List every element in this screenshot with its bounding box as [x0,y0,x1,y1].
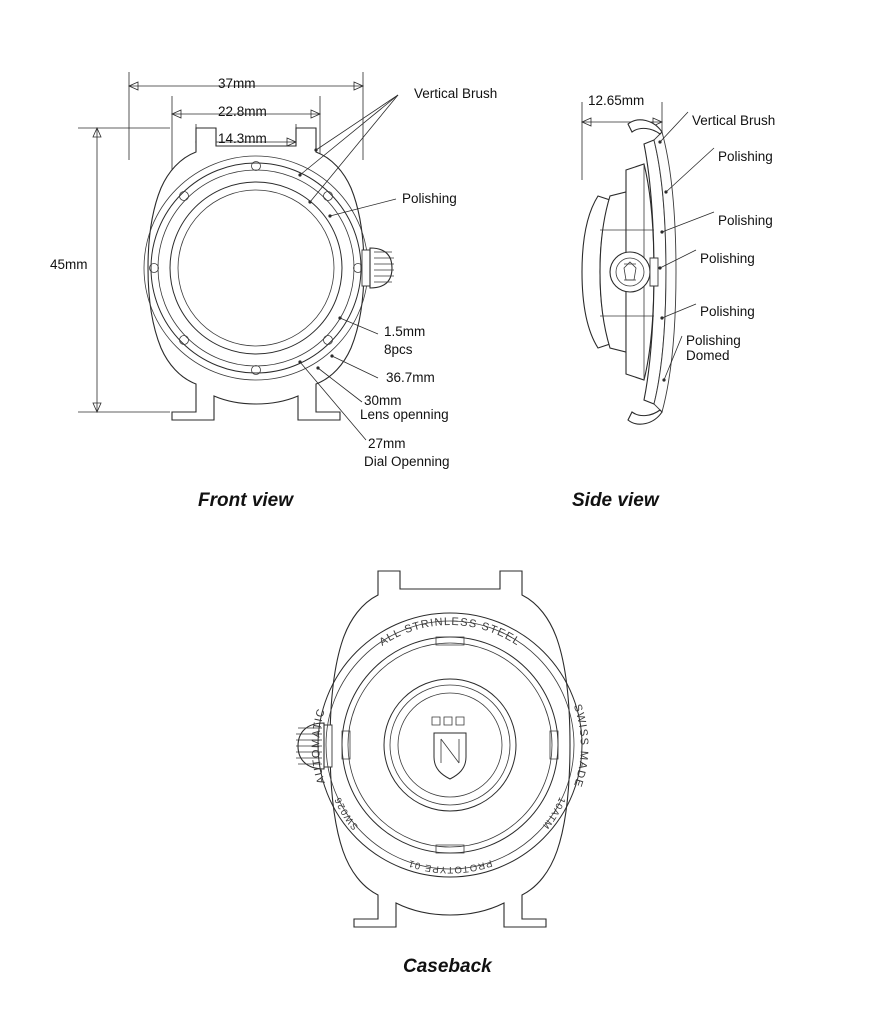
front-case-outline [144,128,394,420]
caseback-engraving-left: AUTOMATIC [310,706,328,786]
side-finish-polishing-3: Polishing [700,251,755,266]
side-finish-polishing-domed-line1: Polishing [686,333,741,348]
front-dim-lug-width: 14.3mm [218,131,267,146]
front-finish-polishing: Polishing [402,191,457,206]
caseback-view-drawing [250,545,650,945]
caseback-engraving-top: ALL STRINLESS STEEL [377,615,523,649]
front-dim-bezel-diameter: 36.7mm [386,370,435,385]
caseback-engraving-right: SWISS MADE [570,702,590,790]
caseback-engraving-bottom: PROTOTYPE 01 [406,857,494,876]
side-finish-polishing-4: Polishing [700,304,755,319]
caseback-view-caption: Caseback [403,956,492,977]
side-dim-case-thickness: 12.65mm [588,93,645,108]
front-dim-lens-opening-size: 30mm [364,393,402,408]
side-finish-polishing-1: Polishing [718,149,773,164]
front-dim-dial-opening-size: 27mm [368,436,406,451]
front-dim-overall-height: 45mm [50,257,88,272]
front-dim-lens-opening-label: Lens openning [360,407,449,422]
front-view-caption: Front view [198,490,294,511]
front-finish-vertical-brush: Vertical Brush [414,86,498,101]
front-dim-overall-width: 37mm [218,76,256,91]
front-view-drawing [0,0,520,520]
side-view-caption: Side view [572,490,659,511]
caseback-svg [250,545,650,945]
side-case-profile [582,120,676,424]
front-dim-mid-width: 22.8mm [218,104,267,119]
front-dim-screw-size: 1.5mm [384,324,426,339]
side-view-drawing [540,0,874,520]
crown [362,248,394,288]
front-dim-dial-opening-label: Dial Openning [364,454,450,469]
side-finish-polishing-2: Polishing [718,213,773,228]
caseback-engraving-bottom-right: 10ATM [539,795,568,832]
side-finish-polishing-domed-line2: Domed [686,348,730,363]
side-crown [610,252,650,292]
front-dim-screw-count: 8pcs [384,342,413,357]
caseback-engraving-bottom-left: SW026 [332,794,361,832]
side-finish-vertical-brush: Vertical Brush [692,113,776,128]
